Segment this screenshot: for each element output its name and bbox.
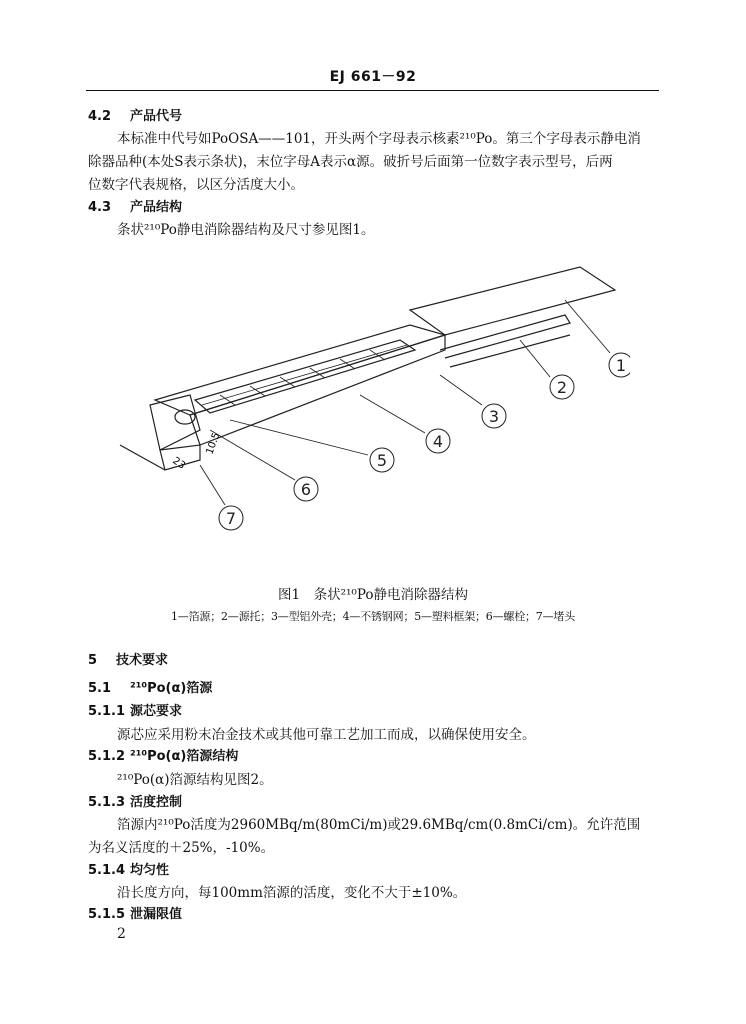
callout-label: 6	[300, 480, 312, 499]
section-title: ²¹⁰Po(α)箔源	[130, 681, 213, 696]
section-title: 产品结构	[130, 200, 183, 215]
section-number: 5.1.2	[88, 749, 126, 764]
section-number: 5.1.3	[88, 795, 126, 810]
section-title: 均匀性	[130, 863, 170, 878]
callout-label: 5	[376, 451, 388, 470]
source-holder-rail	[440, 315, 570, 358]
dimension-label-height: 10.5	[204, 431, 223, 457]
paragraph-line: 条状²¹⁰Po静电消除器结构及尺寸参见图1。	[117, 222, 375, 238]
page-header: EJ 661－92	[329, 69, 417, 85]
dimension-label-width: 23	[170, 455, 188, 472]
paragraph-line: 为名义活度的＋25%，-10%。	[88, 840, 275, 856]
section-5-1-heading	[88, 680, 212, 698]
section-number: 4.3	[88, 200, 112, 215]
paragraph-line: 沿长度方向，每100mm箔源的活度，变化不大于±10%。	[117, 885, 467, 901]
callout-label: 2	[556, 378, 568, 397]
section-number: 5.1.5	[88, 907, 126, 922]
callout-label: 1	[615, 356, 627, 375]
section-5-heading	[88, 652, 168, 670]
section-number: 5.1.4	[88, 863, 126, 878]
paragraph-line: 除器品种(本处S表示条状)，末位字母A表示α源。破折号后面第一位数字表示型号，后两	[88, 154, 613, 170]
paragraph-line: 本标准中代号如PoOSA——101，开头两个字母表示核素²¹⁰Po。第三个字母表示静电消	[117, 131, 641, 147]
bolt	[175, 410, 195, 424]
paragraph-line: ²¹⁰Po(α)箔源结构见图2。	[117, 772, 273, 788]
section-4-2-heading	[88, 108, 182, 126]
section-4-3-heading	[88, 199, 182, 217]
section-title: 技术要求	[116, 653, 169, 668]
mesh-frame	[195, 340, 415, 413]
leader-lines	[200, 300, 610, 505]
section-number: 5.1.1	[88, 704, 126, 719]
section-title: 泄漏限值	[130, 907, 183, 922]
section-5-1-1-heading	[88, 703, 182, 721]
figure-legend: 1—箔源；2—源托；3—型铝外壳；4—不锈钢网；5—塑料框架；6—螺栓；7—堵头	[171, 610, 575, 623]
section-5-1-4-heading	[88, 862, 169, 880]
foil-strip	[410, 267, 615, 335]
section-title: 产品代号	[130, 109, 183, 124]
callouts	[219, 353, 630, 530]
callout-label: 4	[432, 432, 444, 451]
section-5-1-3-heading	[88, 794, 182, 812]
paragraph-line: 源芯应采用粉末冶金技术或其他可靠工艺加工而成，以确保使用安全。	[117, 727, 536, 743]
housing-top	[155, 325, 445, 415]
callout-label: 3	[488, 407, 500, 426]
section-number: 5.1	[88, 681, 112, 696]
section-number: 5	[88, 653, 98, 668]
callout-label: 7	[225, 509, 237, 528]
dimension-line	[120, 445, 165, 470]
figure-caption: 图1 条状²¹⁰Po静电消除器结构	[278, 587, 468, 603]
figure-1-drawing	[110, 255, 630, 555]
section-title: 源芯要求	[130, 704, 183, 719]
header-rule	[86, 90, 659, 91]
paragraph-line: 箔源内²¹⁰Po活度为2960MBq/m(80mCi/m)或29.6MBq/cm(0.8mCi/cm)。允许范围	[117, 817, 641, 833]
page-number: 2	[117, 926, 126, 942]
paragraph-line: 位数字代表规格，以区分活度大小。	[88, 177, 304, 193]
section-title: 活度控制	[130, 795, 183, 810]
section-5-1-2-heading	[88, 748, 238, 766]
eliminator-body	[120, 267, 615, 470]
section-title: ²¹⁰Po(α)箔源结构	[130, 749, 239, 764]
mesh-grid	[202, 345, 407, 405]
section-number: 4.2	[88, 109, 112, 124]
section-5-1-5-heading	[88, 906, 182, 924]
